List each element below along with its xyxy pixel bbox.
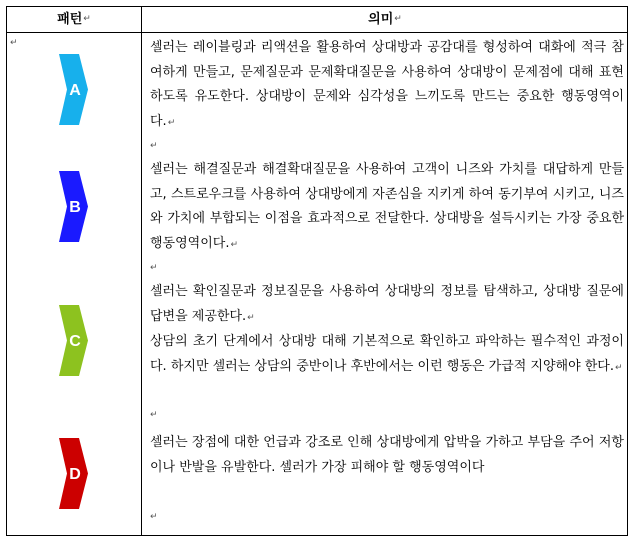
row-c-text — [150, 280, 624, 380]
empty-line-mark: ↵ — [150, 141, 158, 151]
header-pattern — [7, 7, 141, 32]
svg-text:C: C — [69, 333, 81, 350]
paragraph-mark: ↵ — [394, 14, 402, 24]
pattern-badge-a — [59, 54, 88, 125]
header-pattern-label: 패턴 — [57, 12, 83, 27]
row-b-text — [150, 158, 624, 257]
svg-text:A: A — [69, 82, 81, 99]
row-d-paragraph-1: 셀러는 장점에 대한 언급과 강조로 인해 상대방에게 압박을 가하고 부담을 주어 저항이나 반발을 유발한다. 셀러가 가장 피해야 할 행동영역이다 — [150, 435, 624, 475]
cell-paragraph-mark: ↵ — [10, 38, 18, 48]
pattern-badge-shape — [59, 171, 88, 242]
pattern-badge-shape — [59, 438, 88, 509]
header-divider — [7, 32, 627, 33]
column-divider — [141, 7, 142, 535]
row-c-paragraph-1: 셀러는 확인질문과 정보질문을 사용하여 상대방의 정보를 탐색하고, 상대방 질문에 답변을 제공한다. — [150, 284, 624, 324]
row-b-paragraph-1: 셀러는 해결질문과 해결확대질문을 사용하여 고객이 니즈와 가치를 대답하게 만들고, 스트로우크를 사용하여 상대방에게 자존심을 지키게 하여 동기부여 시키고, 니즈와 가치에 부합되는 이점을 효과적으로 전달한다. 상대방을 설득시키는 가장 중요한 행동영역이다. — [150, 162, 624, 251]
pattern-badge-c — [59, 305, 88, 376]
paragraph-mark: ↵ — [83, 14, 91, 24]
empty-line-mark: ↵ — [150, 263, 158, 273]
svg-text:D: D — [69, 466, 81, 483]
empty-line-mark: ↵ — [150, 512, 158, 522]
header-meaning — [142, 7, 628, 32]
paragraph-mark: ↵ — [615, 362, 623, 373]
paragraph-mark: ↵ — [247, 312, 255, 323]
empty-line-mark: ↵ — [150, 410, 158, 420]
pattern-badge-shape — [59, 305, 88, 376]
row-a-paragraph-1: 셀러는 레이블링과 리액션을 활용하여 상대방과 공감대를 형성하여 대화에 적극 참여하게 만들고, 문제질문과 문제확대질문을 사용하여 상대방이 문제점에 대해 표현하도록 유도한다. 상대방이 문제와 심각성을 느끼도록 만드는 중요한 행동영역이다. — [150, 40, 624, 129]
header-meaning-label: 의미 — [368, 12, 394, 27]
row-c-paragraph-2: 상담의 초기 단계에서 상대방 대해 기본적으로 확인하고 파악하는 필수적인 과정이다. 하지만 셀러는 상담의 중반이나 후반에서는 이런 행동은 가급적 지양해야 한다. — [150, 334, 624, 374]
pattern-table — [6, 6, 628, 536]
paragraph-mark: ↵ — [230, 239, 239, 250]
row-a-text — [150, 36, 624, 135]
pattern-badge-d — [59, 438, 88, 509]
pattern-badge-b — [59, 171, 88, 242]
pattern-badge-shape — [59, 54, 88, 125]
svg-text:B: B — [69, 199, 81, 216]
paragraph-mark: ↵ — [167, 117, 176, 128]
row-d-text — [150, 431, 624, 480]
